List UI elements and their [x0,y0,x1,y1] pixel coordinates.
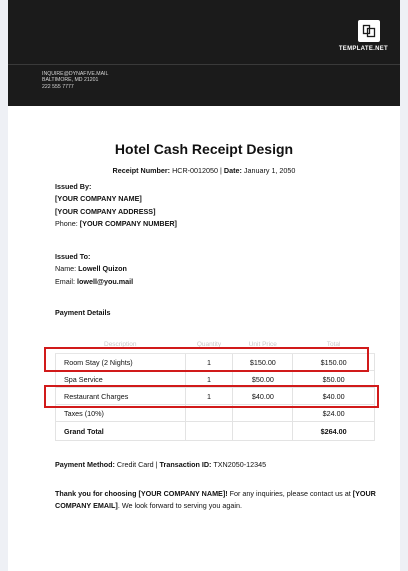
row-description: Taxes (10%) [56,405,186,422]
phone-value: [YOUR COMPANY NUMBER] [79,218,177,228]
column-header: Quantity [185,336,233,354]
issued-by-heading: Issued By: [55,182,92,191]
thanks-lead: Thank you for choosing [YOUR COMPANY NAME]! [55,489,228,498]
payment-method-label: Payment Method: [55,460,115,469]
row-description: Restaurant Charges [56,388,186,405]
grand-total-row [56,422,375,441]
row-total: $40.00 [293,388,375,405]
receipt-number: HCR-0012050 [172,166,219,175]
issued-to-name [55,263,133,275]
contact-address: BALTIMORE, MD 21201 [42,77,99,84]
template-logo-icon [358,20,380,42]
column-header: Total [293,336,375,354]
receipt-number-label: Receipt Number: [112,166,171,175]
row-quantity: 1 [185,371,233,388]
phone-label: Phone: [55,218,78,228]
row-unit-price: $150.00 [233,354,293,371]
logo-text: TEMPLATE.NET [338,46,388,52]
issued-to-heading: Issued To: [55,252,91,261]
highlight-box-restaurant [44,385,379,408]
header-divider [8,64,400,65]
email-value: lowell@you.mail [76,276,134,286]
name-label: Name: [55,264,77,274]
row-total: $50.00 [293,371,375,388]
issued-by-section [55,181,177,230]
transaction-value: TXN2050-12345 [213,460,267,469]
payment-method-line [55,459,380,471]
grand-total-label: Grand Total [56,422,186,441]
thank-you-note [55,488,380,513]
row-unit-price: $40.00 [233,388,293,405]
empty-cell [185,422,233,441]
row-quantity: 1 [185,388,233,405]
row-total: $24.00 [293,405,375,422]
row-total: $150.00 [293,354,375,371]
column-header: Unit Price [233,336,293,354]
empty-cell [233,422,293,441]
receipt-date: January 1, 2050 [243,166,296,175]
header-banner [8,0,400,106]
issued-by-phone [55,218,177,230]
name-value: Lowell Quizon [78,264,127,274]
payment-details-heading: Payment Details [55,308,111,317]
issued-to-email [55,276,133,288]
grand-total-value: $264.00 [293,422,375,441]
issued-by-address: [YOUR COMPANY ADDRESS] [55,206,156,216]
payment-separator: | [155,460,158,469]
contact-phone: 222 555 7777 [42,83,74,90]
highlight-box-room-stay [44,347,369,372]
contact-email: INQUIRE@DYNAFIVE.MAIL [42,71,109,77]
email-label: Email: [55,276,75,286]
column-header: Description [56,336,186,354]
row-description: Spa Service [56,371,186,388]
receipt-meta [8,166,400,175]
thanks-email: [YOUR COMPANY EMAIL] [55,489,376,511]
row-unit-price: $50.00 [233,371,293,388]
payment-method-value: Credit Card [116,460,154,469]
row-quantity: 1 [185,354,233,371]
meta-separator: | [220,166,222,175]
document-title: Hotel Cash Receipt Design [114,141,294,157]
thanks-middle: For any inquiries, please contact us at [227,489,353,498]
row-description: Room Stay (2 Nights) [56,354,186,371]
receipt-page [8,0,400,571]
issued-to-section [55,251,133,288]
transaction-label: Transaction ID: [159,460,212,469]
date-label: Date: [223,166,242,175]
thanks-tail: . We look forward to serving you again. [117,501,242,511]
issued-by-company: [YOUR COMPANY NAME] [55,194,142,204]
contact-block [42,71,108,90]
